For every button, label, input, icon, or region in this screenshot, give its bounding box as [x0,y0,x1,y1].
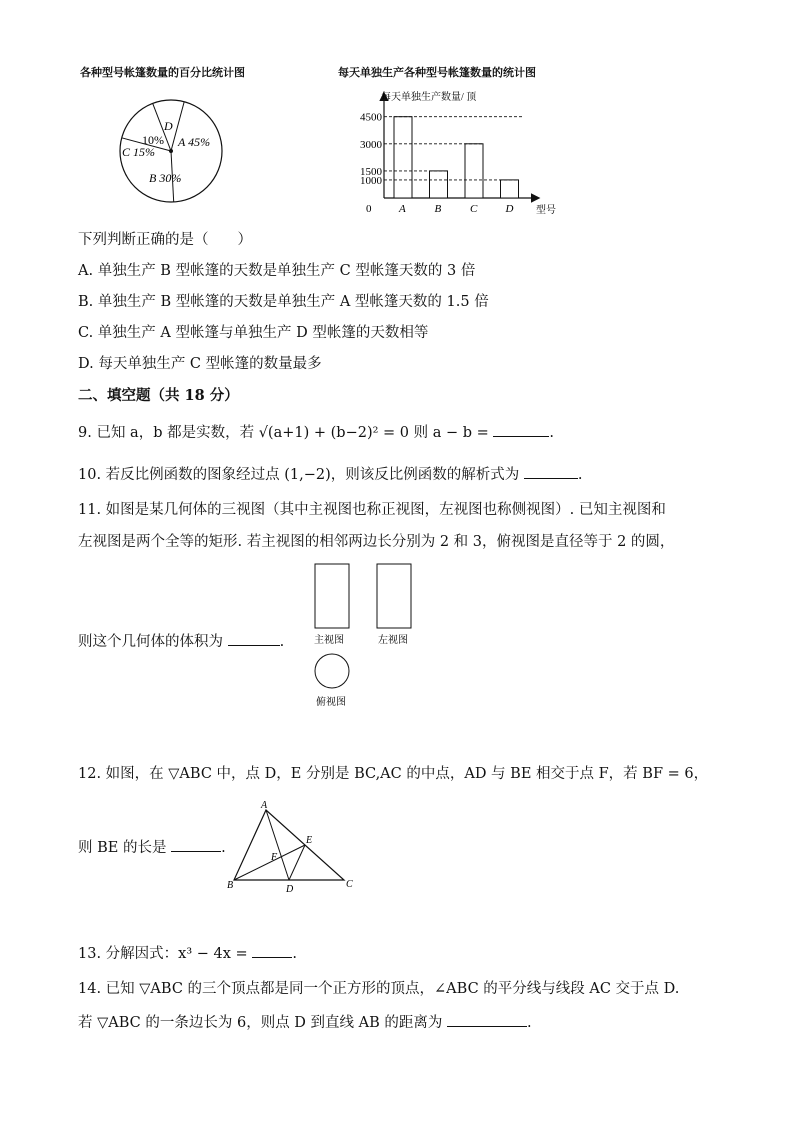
q11-text: 则这个几何体的体积为 [78,634,223,650]
q14-line1: 14. 已知 ▽ABC 的三个顶点都是同一个正方形的顶点，∠ABC 的平分线与线段 AC 交于点 D. [78,981,680,997]
q13-answer-blank[interactable] [252,943,292,958]
q8-option-a: A. 单独生产 B 型帐篷的天数是单独生产 C 型帐篷天数的 3 倍 [78,263,476,279]
q11-line3 [78,631,284,652]
q11-line2: 左视图是两个全等的矩形. 若主视图的相邻两边长分别为 2 和 3，俯视图是直径等于 2 的圆， [78,534,675,550]
q8-option-c: C. 单独生产 A 型帐篷与单独生产 D 型帐篷的天数相等 [78,325,429,341]
front-view-rect [315,564,349,628]
bar-a [394,117,412,198]
q14-end: . [527,1015,532,1031]
point-f: F [271,852,278,863]
segment-de [289,845,305,880]
bar-x-label: 型号 [536,205,556,216]
pie-label-c: C 15% [122,145,155,159]
q13-line [78,943,297,964]
q9-line [78,422,554,443]
q9-answer-blank[interactable] [493,422,549,437]
q10-text: 10. 若反比例函数的图象经过点 (1,−2)，则该反比例函数的解析式为 [78,467,520,483]
top-view-circle [315,654,349,688]
pie-label-b: B 30% [149,171,182,185]
q12-text: 则 BE 的长是 [78,840,167,856]
q10-answer-blank[interactable] [524,464,578,479]
bar-ytick-3000: 3000 [360,138,382,151]
q10-end: . [577,467,583,483]
triangle-abc [234,810,344,880]
section-title: 二、填空题（共 18 分） [78,387,239,404]
q11-answer-blank[interactable] [228,631,280,646]
bar-category-a: A [399,203,406,215]
bar-origin-label: 0 [366,203,372,215]
bar-y-label: 每天单独生产数量/ 顶 [381,92,477,103]
bar-category-d: D [505,203,514,215]
q8-option-d: D. 每天单独生产 C 型帐篷的数量最多 [78,356,322,372]
pie-center [169,149,173,153]
pie-label-d-pct: 10% [142,133,164,147]
q14-answer-blank[interactable] [447,1012,527,1027]
point-d: D [286,884,294,895]
q14-text: 若 ▽ABC 的一条边长为 6，则点 D 到直线 AB 的距离为 [78,1015,443,1031]
front-view-label: 主视图 [314,635,344,646]
q12-line1: 12. 如图，在 ▽ABC 中，点 D，E 分别是 BC,AC 的中点，AD 与 BE 相交于点 F，若 BF = 6， [78,766,709,782]
q12-end: . [221,840,226,856]
q11-end: . [279,634,285,650]
triangle-diagram [224,798,364,896]
q8-stem: 下列判断正确的是（ ） [78,232,252,248]
q12-line2 [78,837,226,858]
pie-chart [112,96,242,206]
q14-line2 [78,1012,532,1033]
q12-answer-blank[interactable] [171,837,221,852]
q8-option-b: B. 单独生产 B 型帐篷的天数是单独生产 A 型帐篷天数的 1.5 倍 [78,294,489,310]
q11-line1: 11. 如图是某几何体的三视图（其中主视图也称正视图，左视图也称侧视图）. 已知主视图和 [78,502,666,518]
bar-ytick-1000: 1000 [360,174,382,187]
bar-ytick-1500: 1500 [360,165,382,178]
q13-text: 13. 分解因式：x³ − 4x = [78,946,248,962]
bar-d [501,180,519,198]
top-view-label: 俯视图 [316,697,346,708]
left-view-label: 左视图 [378,635,408,646]
q10-line [78,464,583,485]
pie-label-a: A 45% [178,135,211,149]
q9-end: . [549,425,555,441]
bar-chart-title: 每天单独生产各种型号帐篷数量的统计图 [338,66,536,79]
bar-b [430,171,448,198]
pie-chart-title: 各种型号帐篷数量的百分比统计图 [80,66,245,79]
bar-category-c: C [470,203,478,215]
point-a: A [261,800,268,811]
three-view-diagram [300,560,430,710]
bar-ytick-4500: 4500 [360,111,382,124]
point-b: B [227,880,234,891]
point-c: C [346,879,353,890]
bar-chart [360,86,560,220]
segment-be [234,845,305,880]
q13-end: . [292,946,297,962]
left-view-rect [377,564,411,628]
q9-text: 9. 已知 a，b 都是实数，若 √(a+1) + (b−2)² = 0 则 a − b = [78,425,489,441]
bar-c [465,144,483,198]
pie-label-d: D [164,119,173,133]
bar-category-b: B [434,203,442,215]
point-e: E [306,835,313,846]
